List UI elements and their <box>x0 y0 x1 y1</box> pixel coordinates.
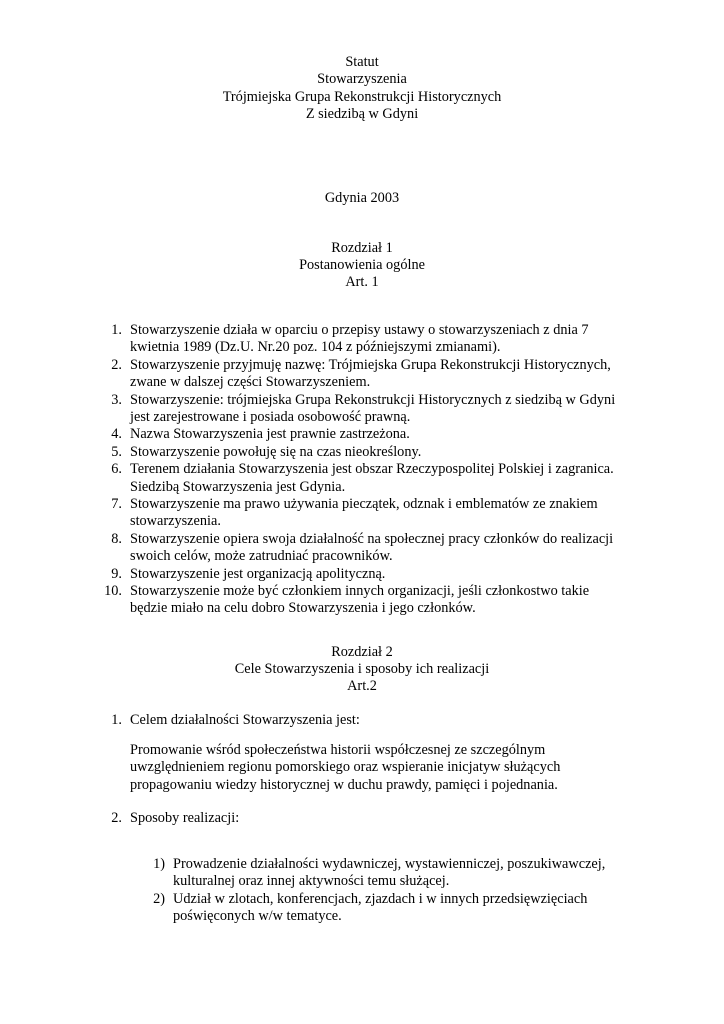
list-item-text: Nazwa Stowarzyszenia jest prawnie zastrzeżona. <box>130 426 410 443</box>
list-item-text: Udział w zlotach, konferencjach, zjazdach i w innych przedsięwzięciach <box>173 890 588 907</box>
list-item-text: Prowadzenie działalności wydawniczej, wystawienniczej, poszukiwawczej, <box>173 856 606 872</box>
list-item-text: Stowarzyszenie: trójmiejska Grupa Rekonstrukcji Historycznych z siedzibą w Gdyni <box>130 391 616 408</box>
list-number: 2. <box>111 810 122 826</box>
list-number: 7. <box>111 496 122 512</box>
list-number: 6. <box>111 461 122 478</box>
chapter2-subtitle: Cele Stowarzyszenia i sposoby ich realizacji <box>234 661 490 677</box>
chapter2-title: Rozdział 2 <box>331 644 393 660</box>
list-item-text: poświęconych w/w tematyce. <box>173 908 342 925</box>
chapter1-title: Rozdział 1 <box>331 240 393 256</box>
statute-title: Statut <box>345 54 379 70</box>
chapter1-subtitle: Postanowienia ogólne <box>299 257 425 273</box>
list-item-text: Stowarzyszenie działa w oparciu o przepisy ustawy o stowarzyszeniach z dnia 7 <box>130 322 589 338</box>
list-number: 1. <box>111 322 122 338</box>
seat-line: Z siedzibą w Gdyni <box>305 106 419 122</box>
list-number: 2. <box>111 356 122 373</box>
list-item-text: kwietnia 1989 (Dz.U. Nr.20 poz. 104 z późniejszymi zmianami). <box>130 339 501 356</box>
statute-subject: Stowarzyszenia <box>317 71 407 87</box>
list-number: 3. <box>111 391 122 408</box>
list-item-text: Celem działalności Stowarzyszenia jest: <box>130 712 360 728</box>
list-item-text: Stowarzyszenie może być członkiem innych organizacji, jeśli członkostwo takie <box>130 583 590 599</box>
goal-line: uwzględnieniem regionu pomorskiego oraz wspieranie inicjatyw służących <box>130 759 561 776</box>
list-item-text: swoich celów, może zatrudniać pracowników. <box>130 548 393 565</box>
list-item-text: Stowarzyszenie jest organizacją apolityczną. <box>130 565 386 582</box>
list-number: 1) <box>153 856 165 872</box>
place-date: Gdynia 2003 <box>324 190 400 206</box>
organization-name: Trójmiejska Grupa Rekonstrukcji Historycznych <box>222 89 502 105</box>
list-item-text: kulturalnej oraz innej aktywności temu służącej. <box>173 873 450 890</box>
goal-paragraph <box>130 742 560 794</box>
list-item-text: Siedzibą Stowarzyszenia jest Gdynia. <box>130 478 346 495</box>
list-item-text: zwane w dalszej części Stowarzyszeniem. <box>130 374 371 391</box>
list-item-text: jest zarejestrowane i posiada osobowość prawną. <box>130 408 411 425</box>
list-item-text: będzie miało na celu dobro Stowarzyszenia i jego członków. <box>130 600 476 617</box>
chapter2-article: Art.2 <box>347 678 377 694</box>
list-number: 10. <box>104 583 122 599</box>
list-item-text: Stowarzyszenie ma prawo używania pieczątek, odznak i emblematów ze znakiem <box>130 496 598 512</box>
list-item-text: stowarzyszenia. <box>130 513 221 530</box>
chapter1-article: Art. 1 <box>345 274 379 290</box>
list-number: 2) <box>153 890 165 907</box>
list-number: 9. <box>111 565 122 582</box>
goal-line: propagowaniu wiedzy historycznej w duchu prawdy, pamięci i pojednania. <box>130 776 558 793</box>
list-item-text: Terenem działania Stowarzyszenia jest obszar Rzeczypospolitej Polskiej i zagranica. <box>130 461 614 478</box>
list-number: 8. <box>111 530 122 547</box>
list-item-text: Stowarzyszenie powołuję się na czas nieokreślony. <box>130 443 422 460</box>
list-number: 5. <box>111 443 122 460</box>
list-number: 1. <box>111 712 122 728</box>
list-item-text: Stowarzyszenie przyjmuję nazwę: Trójmiejska Grupa Rekonstrukcji Historycznych, <box>130 356 611 373</box>
list-item-text: Stowarzyszenie opiera swoja działalność na społecznej pracy członków do realizacji <box>130 530 614 547</box>
list-item-text: Sposoby realizacji: <box>130 810 240 826</box>
list-number: 4. <box>111 426 122 443</box>
goal-line: Promowanie wśród społeczeństwa historii współczesnej ze szczególnym <box>130 742 546 758</box>
